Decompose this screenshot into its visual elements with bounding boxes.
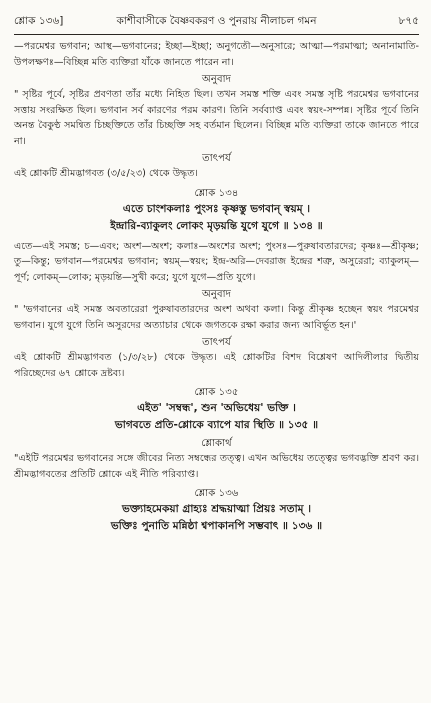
translation-133: " সৃষ্টির পূর্বে, সৃষ্টির প্রবণতা তাঁর মধ্যে নিহিত ছিল। তখন সমস্ত শক্তি এবং সমস্ত সৃষ্টি পরমেশ্বর ভগবানের সত্তায় সংরক্ষিত ছিল। ভগবান সর্ব কারণের পরম কারণ। তিনি সর্বব্যাপ্ত এবং স্বয়ং-সম্পন্ন। সৃষ্টির পূর্বে তিনি অনন্ত বৈকুণ্ঠ সমন্বিত চিচ্ছক্তিতে তাঁর চিচ্ছক্তি সহ বর্তমান ছিলেন। বিচ্ছিন্ন মতি ব্যক্তিরা তাকে জানতে পারে না। xyxy=(14,89,419,147)
verse-heading-134: শ্লোক ১৩৪ xyxy=(194,187,239,199)
book-page xyxy=(14,8,419,535)
meaning-135: "এইটি পরমেশ্বর ভগবানের সঙ্গে জীবের নিত্য সম্বন্ধের তত্ত্ব। এখন অভিধেয় তত্ত্বের ভগবদ্ভক্তি শ্রবণ কর। শ্রীমদ্ভাগবতের প্রতিটি শ্লোকে এই নীতি পরিব্যাপ্ত। xyxy=(14,453,419,480)
meaning-heading-135: শ্লোকার্থ xyxy=(201,438,232,449)
purport-heading-134: তাৎপর্য xyxy=(202,337,231,348)
verse-135-line2: ভাগবতে প্রতি-শ্লোকে ব্যাপে যার স্থিতি ॥ ১৩৫ ॥ xyxy=(114,419,319,431)
verse-heading-135: শ্লোক ১৩৫ xyxy=(194,387,239,398)
page-number: ৮৭৫ xyxy=(398,15,419,27)
verse-range-label: শ্লোক ১৩৬] xyxy=(14,15,64,27)
purport-heading-133: তাৎপর্য xyxy=(202,153,231,164)
translation-heading-133: অনুবাদ xyxy=(202,74,231,85)
translation-heading-134: অনুবাদ xyxy=(202,289,231,300)
page-header xyxy=(14,8,419,35)
verse-134-line2: ইন্দ্রারি-ব্যাকুলং লোকং মৃড়য়ন্তি যুগে যুগে ॥ ১৩৪ ॥ xyxy=(110,219,323,232)
chapter-title: কাশীবাসীকে বৈষ্ণবকরণ ও পুনরায় নীলাচল গমন xyxy=(116,15,317,27)
verse-134-line1: এতে চাংশকলাঃ পুংসঃ কৃষ্ণস্তু ভগবান্ স্বয়ম্ । xyxy=(122,202,311,215)
translation-134: " 'ভগবানের এই সমস্ত অবতারেরা পুরুষাবতারদের অংশ অথবা কলা। কিন্তু শ্রীকৃষ্ণ হচ্ছেন স্বয়ং পরমেশ্বর ভগবান। যুগে যুগে তিনি অসুরদের অত্যাচার থেকে জগতকে রক্ষা করার জন্য আবির্ভূত হন।' xyxy=(14,304,419,331)
verse-135-line1: এইত' 'সম্বন্ধ', শুন 'অভিধেয়' ভক্তি । xyxy=(137,402,296,414)
synonyms-133: —পরমেশ্বর ভগবান; আস্থ—ভগবানের; ইচ্ছা—ইচ্ছা; অনুগতৌ—অনুসারে; আত্মা—পরমাত্মা; অনানামাতি-উপলক্ষণঃ—বিচ্ছিন্ন মতি ব্যক্তিরা যাঁকে জানতে পারেন না। xyxy=(14,41,419,68)
purport-133: এই শ্লোকটি শ্রীমদ্ভাগবত (৩/৫/২৩) থেকে উদ্ধৃত। xyxy=(14,168,198,179)
synonyms-134: এতে—এই সমস্ত; চ—এবং; অংশ—অংশ; কলাঃ—অংশের অংশ; পুংসঃ—পুরুষাবতারদের; কৃষ্ণঃ—শ্রীকৃষ্ণ; তু—কিন্তু; ভগবান—পরমেশ্বর ভগবান; স্বয়ম্—স্বয়ং; ইন্দ্র-অরি—দেবরাজ ইন্দ্রের শত্রু, অসুরেরা; ব্যাকুলম্—পূর্ণ; লোকম্—লোক; মৃড়য়ন্তি—সুখী করে; যুগে যুগে—প্রতি যুগে। xyxy=(14,240,419,283)
verse-136-line2: ভক্তিঃ পুনাতি মন্নিষ্ঠা শ্বপাকানপি সম্ভবাৎ ॥ ১৩৬ ॥ xyxy=(110,520,323,532)
verse-heading-136: শ্লোক ১৩৬ xyxy=(194,488,239,499)
purport-134: এই শ্লোকটি শ্রীমদ্ভাগবত (১/৩/২৮) থেকে উদ্ধৃত। এই শ্লোকটির বিশদ বিশ্লেষণ আদিলীলার দ্বিতীয় পরিচ্ছেদের ৬৭ শ্লোকে দ্রষ্টব্য। xyxy=(14,352,419,379)
verse-136-line1: ভক্ত্যাহমেকয়া গ্রাহ্যঃ শ্রদ্ধয়াত্মা প্রিয়ঃ সতাম্ । xyxy=(121,503,312,515)
